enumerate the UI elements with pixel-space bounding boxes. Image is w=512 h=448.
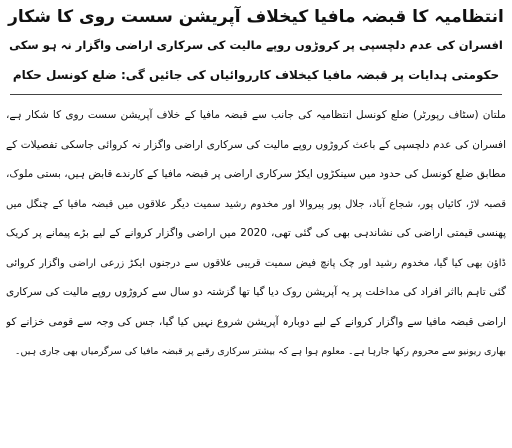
headline-divider — [10, 94, 502, 95]
headline-block — [6, 6, 506, 86]
article-body — [6, 101, 506, 367]
sub-headline-1: افسران کی عدم دلچسپی پر کروڑوں روپے مالیت کی سرکاری اراضی واگزار نہ ہو سکی — [9, 38, 503, 52]
body-line: اراضی قبضہ مافیا سے واگزار کروانے کے لیے دوبارہ آپریشن شروع نہیں کیا گیا، جس کی وجہ سے قومی خزانے کو — [6, 315, 506, 328]
body-line: گئی تاہم بااثر افراد کی مداخلت پر یہ آپریشن روک دیا گیا تھا گزشتہ دو سال سے کروڑوں روپے مالیت کی سرکاری — [6, 286, 506, 298]
body-line: بھاری ریونیو سے محروم رکھا جارہا ہے۔ معلوم ہوا ہے کہ بیشتر سرکاری رقبے پر قبضہ مافیا کی سرگرمیاں بھی جاری ہیں۔ — [14, 346, 506, 357]
body-line: ملتان (سٹاف رپورٹر) ضلع کونسل انتظامیہ کی جانب سے قبضہ مافیا کے خلاف آپریشن سست روی کا شکار ہے، — [6, 109, 506, 121]
body-line: افسران کی عدم دلچسپی کے باعث کروڑوں روپے مالیت کی سرکاری اراضی واگزار نہ کروائی جاسکی تفصیلات کے — [6, 138, 506, 151]
sub-headline-2: حکومتی ہدایات پر قبضہ مافیا کیخلاف کارروائیاں کی جائیں گی: ضلع کونسل حکام — [12, 68, 500, 82]
main-headline: انتظامیہ کا قبضہ مافیا کیخلاف آپریشن سست روی کا شکار — [8, 7, 504, 27]
body-line: قصبہ لاڑ، کائیاں پور، شجاع آباد، جلال پور پیروالا اور مخدوم رشید سمیت دیگر علاقوں میں قبضہ مافیا کے چنگل میں — [6, 198, 506, 210]
body-line: پھنسی قیمتی اراضی کی نشاندہی بھی کی گئی تھی، 2020 میں اراضی واگزار کروانے کے لیے بڑے پیمانے پر کریک — [6, 227, 506, 239]
body-line: مطابق ضلع کونسل کی حدود میں سینکڑوں ایکڑ سرکاری اراضی پر قبضہ مافیا کے کارندے قابض ہیں، بستی ملوک، — [6, 168, 506, 180]
body-line: ڈاؤن بھی کیا گیا، مخدوم رشید اور چک پانچ فیض سمیت قریبی علاقوں سے درجنوں ایکڑ زرعی اراضی واگزار کروائی — [6, 257, 506, 269]
